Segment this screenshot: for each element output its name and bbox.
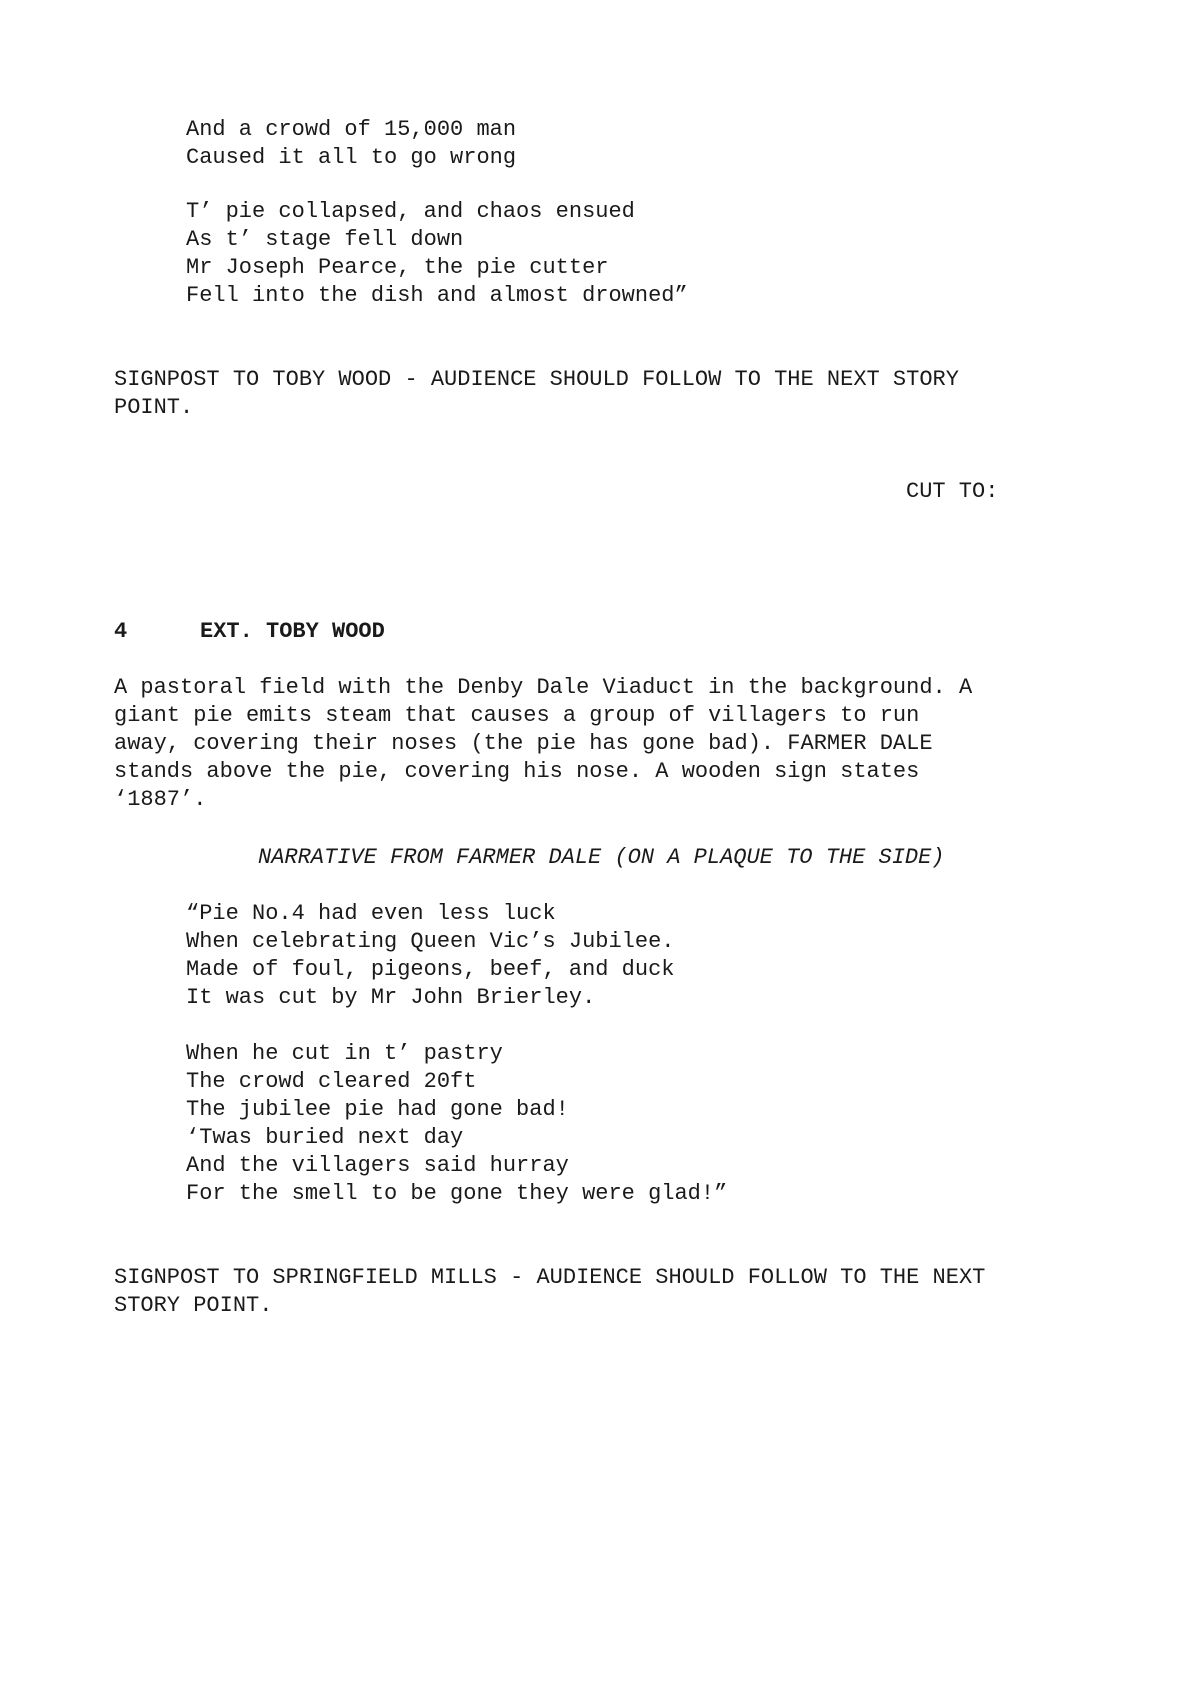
verse-line: Caused it all to go wrong xyxy=(186,145,517,170)
verse-line: It was cut by Mr John Brierley. xyxy=(186,985,596,1010)
verse-line: T’ pie collapsed, and chaos ensued xyxy=(186,199,635,224)
verse-line: ‘Twas buried next day xyxy=(186,1125,464,1150)
signpost-springfield-mills-line-1: SIGNPOST TO SPRINGFIELD MILLS - AUDIENCE SHOULD FOLLOW TO THE NEXT xyxy=(114,1265,986,1290)
verse-stanza-2 xyxy=(186,198,688,310)
verse-line: And a crowd of 15,000 man xyxy=(186,117,517,142)
verse-line: Mr Joseph Pearce, the pie cutter xyxy=(186,255,609,280)
verse-line: Fell into the dish and almost drowned” xyxy=(186,283,688,308)
signpost-springfield-mills-line-2: STORY POINT. xyxy=(114,1293,273,1318)
scene-number: 4 xyxy=(114,619,128,644)
verse-line: For the smell to be gone they were glad!” xyxy=(186,1181,728,1206)
verse-stanza-3 xyxy=(186,900,674,1012)
verse-stanza-1 xyxy=(186,116,516,172)
action-line: stands above the pie, covering his nose. A wooden sign states xyxy=(114,759,920,784)
verse-line: And the villagers said hurray xyxy=(186,1153,569,1178)
action-line: ‘1887’. xyxy=(114,787,207,812)
action-line: away, covering their noses (the pie has gone bad). FARMER DALE xyxy=(114,731,933,756)
verse-line: When celebrating Queen Vic’s Jubilee. xyxy=(186,929,675,954)
verse-line: The jubilee pie had gone bad! xyxy=(186,1097,569,1122)
verse-line: “Pie No.4 had even less luck xyxy=(186,901,556,926)
scene-action xyxy=(114,674,972,814)
narrative-cue: NARRATIVE FROM FARMER DALE (ON A PLAQUE TO THE SIDE) xyxy=(258,845,945,870)
verse-line: When he cut in t’ pastry xyxy=(186,1041,503,1066)
verse-line: As t’ stage fell down xyxy=(186,227,464,252)
verse-stanza-4 xyxy=(186,1040,727,1208)
transition-cut-to: CUT TO: xyxy=(906,479,999,504)
verse-line: Made of foul, pigeons, beef, and duck xyxy=(186,957,675,982)
signpost-toby-wood-line-1: SIGNPOST TO TOBY WOOD - AUDIENCE SHOULD FOLLOW TO THE NEXT STORY xyxy=(114,367,959,392)
signpost-toby-wood-line-2: POINT. xyxy=(114,395,194,420)
action-line: A pastoral field with the Denby Dale Viaduct in the background. A xyxy=(114,675,973,700)
action-line: giant pie emits steam that causes a group of villagers to run xyxy=(114,703,920,728)
scene-heading: EXT. TOBY WOOD xyxy=(200,619,385,644)
verse-line: The crowd cleared 20ft xyxy=(186,1069,477,1094)
